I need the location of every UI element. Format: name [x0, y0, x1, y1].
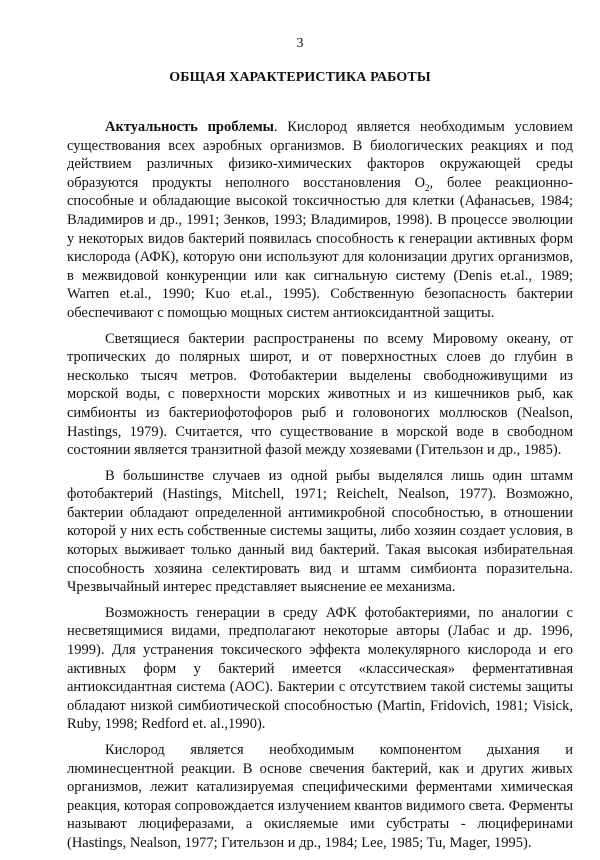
paragraph-text: , более реакционно-способные и обладающие высокой токсичностью для клетки (Афанасьев, 1984; Владимиров и др., 1991; Зенков, 1993; Владимиров, 1998). В процессе эволюции у некоторых видов бактерий появилась способность к генерации активных форм кислорода (АФК), которую они используют для колонизации других организмов, в межвидовой конкуренции или как сигнальную систему (Denis et.al., 1989; Warren et.al., 1990; Kuo et.al., 1995). Собственную безопасность бактерии обеспечивают с помощью мощных систем антиоксидантной защиты. [67, 174, 573, 321]
paragraph-oxygen-luminescence: Кислород является необходимым компонентом дыхания и люминесцентной реакции. В основе свечения бактерий, как и других живых организмов, лежит катализируемая специфическими ферментами химическая реакция, которая сопровождается излучением квантов видимого света. Ферменты называют люциферазами, а окисляемые ими субстраты - люциферинами (Hastings, Nealson, 1977; Гительзон и др., 1984; Lee, 1985; Tu, Mager, 1995). [67, 742, 573, 851]
section-title: ОБЩАЯ ХАРАКТЕРИСТИКА РАБОТЫ [169, 70, 431, 85]
page-number: 3 [296, 36, 304, 51]
paragraph-strain-selection: В большинстве случаев из одной рыбы выделялся лишь один штамм фотобактерий (Hastings, Mitchell, 1971; Reichelt, Nealson, 1977). Возможно, бактерии обладают определенной антимикробной способностью, в отношении которой у них есть собственные системы защиты, либо хозяин создает условия, в которых выживает только данный вид бактерий. Такая высокая избирательная способность хозяина селектировать вид и штамм симбионта поразительна. Чрезвычайный интерес представляет выяснение ее механизма. [67, 467, 573, 596]
paragraph-lead: Актуальность проблемы [105, 119, 274, 135]
paragraph-luminous-bacteria: Светящиеся бактерии распространены по всему Мировому океану, от тропических до полярных широт, и от поверхностных слоев до глубин в несколько тысяч метров. Фотобактерии выделены свободноживущими из морской воды, с поверхности морских животных и из кишечников рыб, как симбионты из бактериофотофоров рыб и головоногих моллюсков (Nealson, Hastings, 1979). Считается, что существование в морской воде в свободном состоянии является транзитной фазой между хозяевами (Гительзон и др., 1985). [67, 330, 573, 459]
subscript: 2 [425, 182, 430, 193]
body-text [67, 118, 573, 860]
paragraph-text: . Кислород является необходимым условием существования всех аэробных организмов. В биологических реакциях и под действием различных физико-химических факторов окружающей среды образуются продукты неполного восстановления O [67, 119, 573, 191]
paragraph-relevance [67, 118, 573, 323]
paragraph-ros-generation: Возможность генерации в среду АФК фотобактериями, по аналогии с несветящимися видами, предполагают некоторые авторы (Лабас и др. 1996, 1999). Для устранения токсического эффекта молекулярного кислорода и его активных форм у бактерий имеется «классическая» ферментативная антиоксидантная система (АОС). Бактерии с отсутствием такой системы защиты обладают низкой симбиотической способностью (Martin, Fridovich, 1981; Visick, Ruby, 1998; Redford et. al.,1990). [67, 604, 573, 733]
